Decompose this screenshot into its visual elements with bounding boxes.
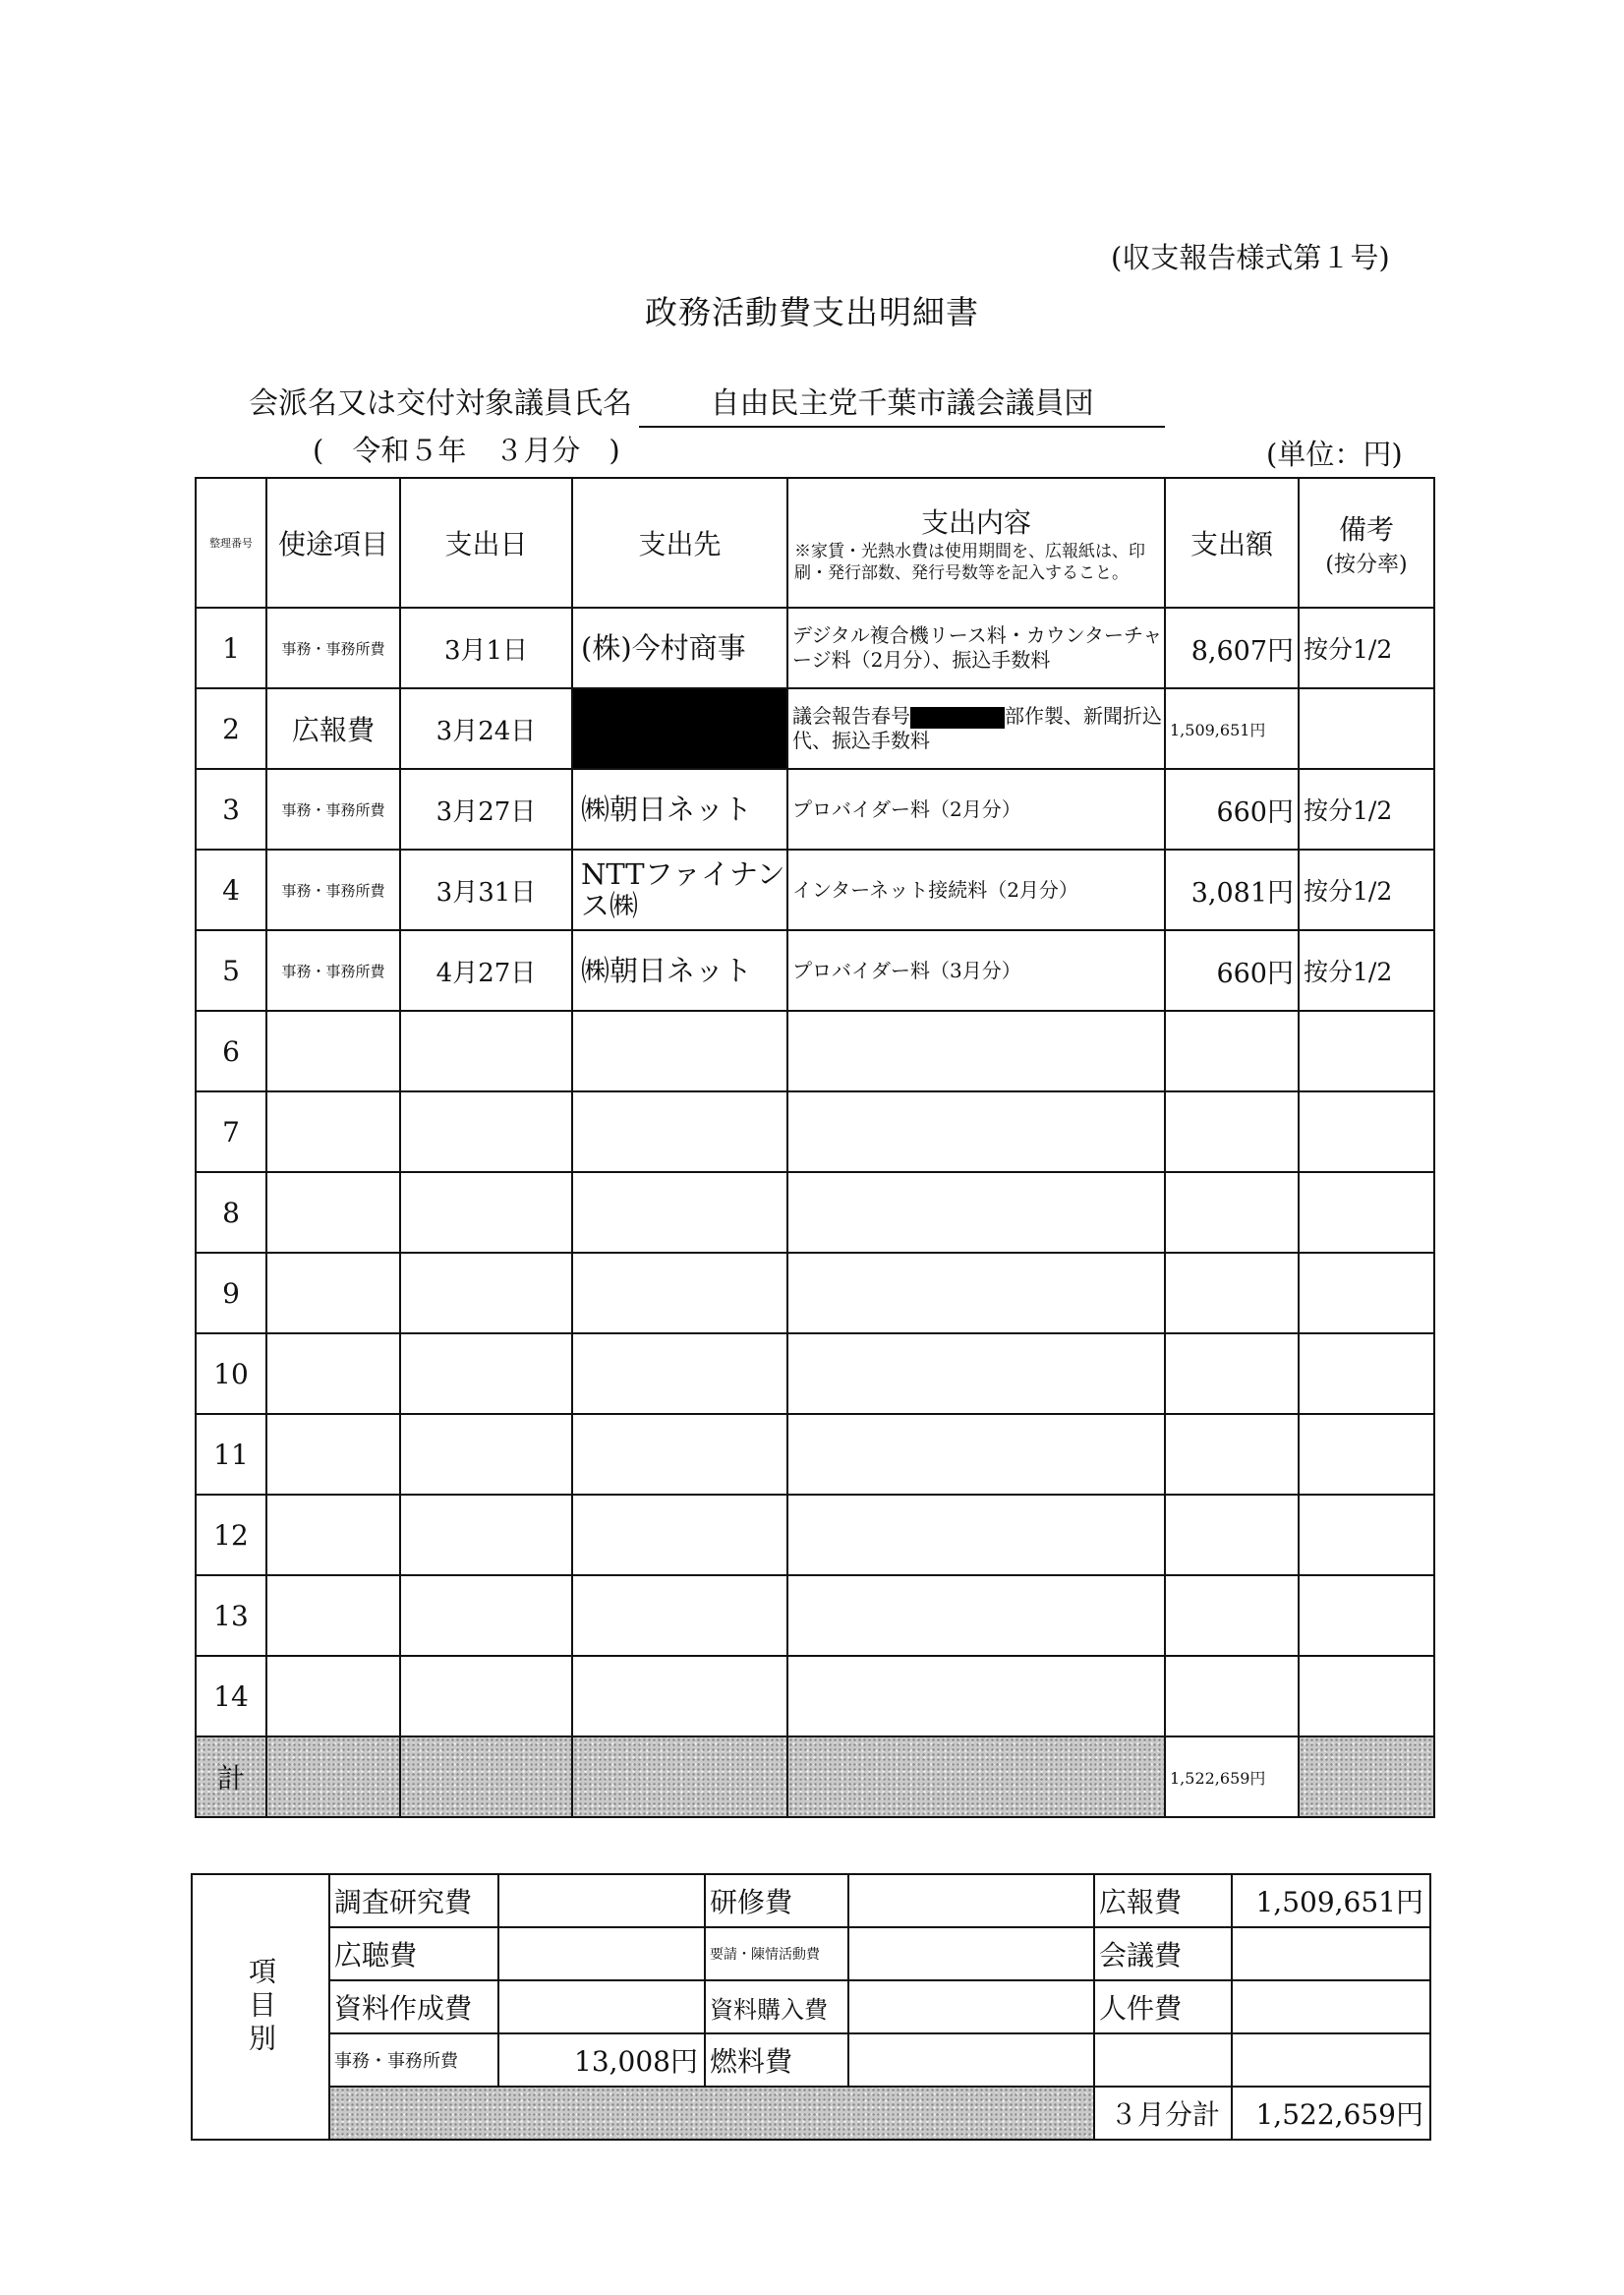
- summary-petition-label: 要請・陳情活動費: [705, 1927, 848, 1980]
- row-remarks: [1299, 688, 1434, 769]
- group-name: 自由民主党千葉市議会議員団: [639, 379, 1165, 428]
- row-purpose: 広報費: [266, 688, 400, 769]
- empty-row: [196, 1414, 1434, 1495]
- row-amount: 8,607円: [1165, 608, 1299, 688]
- row-amount: 3,081円: [1165, 850, 1299, 930]
- empty-row: [196, 1253, 1434, 1333]
- header-remarks-title: 備考: [1338, 512, 1394, 546]
- row-date: 4月27日: [400, 930, 572, 1011]
- row-description: プロバイダー料（2月分）: [787, 769, 1165, 850]
- category-summary-table: [191, 1873, 1431, 2141]
- header-purpose: 使途項目: [266, 478, 400, 608]
- header-description: [787, 478, 1165, 608]
- summary-materials-make-label: 資料作成費: [329, 1980, 498, 2033]
- row-description-part-a: 議会報告春号: [792, 704, 910, 728]
- total-amount: 1,522,659円: [1165, 1736, 1299, 1817]
- row-num: 8: [196, 1172, 266, 1253]
- row-description: デジタル複合機リース料・カウンターチャージ料（2月分）、振込手数料: [787, 608, 1165, 688]
- header-num: 整理番号: [196, 478, 266, 608]
- row-num: 1: [196, 608, 266, 688]
- row-remarks: 按分1/2: [1299, 930, 1434, 1011]
- empty-row: [196, 1333, 1434, 1414]
- row-purpose: 事務・事務所費: [266, 769, 400, 850]
- header-date: 支出日: [400, 478, 572, 608]
- row-remarks: 按分1/2: [1299, 850, 1434, 930]
- row-num: 5: [196, 930, 266, 1011]
- row-remarks: 按分1/2: [1299, 769, 1434, 850]
- summary-pr-amount: 1,509,651円: [1232, 1874, 1430, 1927]
- total-label: 計: [196, 1736, 266, 1817]
- table-row: [196, 930, 1434, 1011]
- row-num: 3: [196, 769, 266, 850]
- empty-row: [196, 1495, 1434, 1575]
- summary-fuel-label: 燃料費: [705, 2033, 848, 2087]
- empty-row: [196, 1575, 1434, 1656]
- redacted-count: [910, 707, 1005, 729]
- row-num: 6: [196, 1011, 266, 1091]
- row-date: 3月1日: [400, 608, 572, 688]
- row-amount: 1,509,651円: [1165, 688, 1299, 769]
- row-date: 3月24日: [400, 688, 572, 769]
- group-label: 会派名又は交付対象議員氏名: [249, 386, 632, 421]
- summary-office-amount: 13,008円: [498, 2033, 705, 2087]
- row-payee: ㈱朝日ネット: [572, 930, 787, 1011]
- total-row: [196, 1736, 1434, 1817]
- row-payee: ㈱朝日ネット: [572, 769, 787, 850]
- header-description-title: 支出内容: [920, 506, 1031, 539]
- header-remarks: [1299, 478, 1434, 608]
- row-description: プロバイダー料（3月分）: [787, 930, 1165, 1011]
- table-row: [196, 850, 1434, 930]
- report-period: ( 令和５年 ３月分 ): [313, 434, 620, 467]
- row-purpose: 事務・事務所費: [266, 930, 400, 1011]
- header-payee: 支出先: [572, 478, 787, 608]
- empty-row: [196, 1172, 1434, 1253]
- row-num: 9: [196, 1253, 266, 1333]
- header-amount: 支出額: [1165, 478, 1299, 608]
- row-num: 14: [196, 1656, 266, 1736]
- redacted-payee: [572, 688, 787, 769]
- summary-hearing-label: 広聴費: [329, 1927, 498, 1980]
- summary-training-label: 研修費: [705, 1874, 848, 1927]
- row-amount: 660円: [1165, 930, 1299, 1011]
- header-remarks-sub: (按分率): [1325, 552, 1408, 577]
- summary-month-total-amount: 1,522,659円: [1232, 2087, 1430, 2140]
- row-num: 2: [196, 688, 266, 769]
- row-payee: (株)今村商事: [572, 608, 787, 688]
- row-description: [787, 688, 1165, 769]
- table-row: [196, 608, 1434, 688]
- row-num: 11: [196, 1414, 266, 1495]
- table-row: [196, 769, 1434, 850]
- empty-row: [196, 1091, 1434, 1172]
- row-num: 4: [196, 850, 266, 930]
- row-date: 3月31日: [400, 850, 572, 930]
- summary-research-label: 調査研究費: [329, 1874, 498, 1927]
- row-amount: 660円: [1165, 769, 1299, 850]
- table-row: [196, 688, 1434, 769]
- document-title: 政務活動費支出明細書: [645, 293, 979, 331]
- form-number: (収支報告様式第１号): [1111, 241, 1390, 274]
- row-description: インターネット接続料（2月分）: [787, 850, 1165, 930]
- row-date: 3月27日: [400, 769, 572, 850]
- row-remarks: 按分1/2: [1299, 608, 1434, 688]
- row-purpose: 事務・事務所費: [266, 850, 400, 930]
- unit-label: (単位：円): [1266, 438, 1403, 471]
- summary-office-label: 事務・事務所費: [329, 2033, 498, 2087]
- summary-side-label: 項目別: [192, 1874, 329, 2140]
- empty-row: [196, 1011, 1434, 1091]
- summary-personnel-label: 人件費: [1094, 1980, 1232, 2033]
- row-num: 13: [196, 1575, 266, 1656]
- expenditure-table: [195, 477, 1435, 1818]
- row-payee: NTTファイナンス㈱: [572, 850, 787, 930]
- summary-meeting-label: 会議費: [1094, 1927, 1232, 1980]
- summary-pr-label: 広報費: [1094, 1874, 1232, 1927]
- summary-month-total-label: ３月分計: [1094, 2087, 1232, 2140]
- row-num: 10: [196, 1333, 266, 1414]
- row-description-part-b: 部作製、新聞折込代、振込手数料: [792, 704, 1162, 752]
- row-purpose: 事務・事務所費: [266, 608, 400, 688]
- summary-materials-buy-label: 資料購入費: [705, 1980, 848, 2033]
- row-num: 7: [196, 1091, 266, 1172]
- header-description-note: ※家賃・光熱水費は使用期間を、広報紙は、印刷・発行部数、発行号数等を記入すること。: [794, 542, 1145, 583]
- row-num: 12: [196, 1495, 266, 1575]
- table-header-row: [196, 478, 1434, 608]
- empty-row: [196, 1656, 1434, 1736]
